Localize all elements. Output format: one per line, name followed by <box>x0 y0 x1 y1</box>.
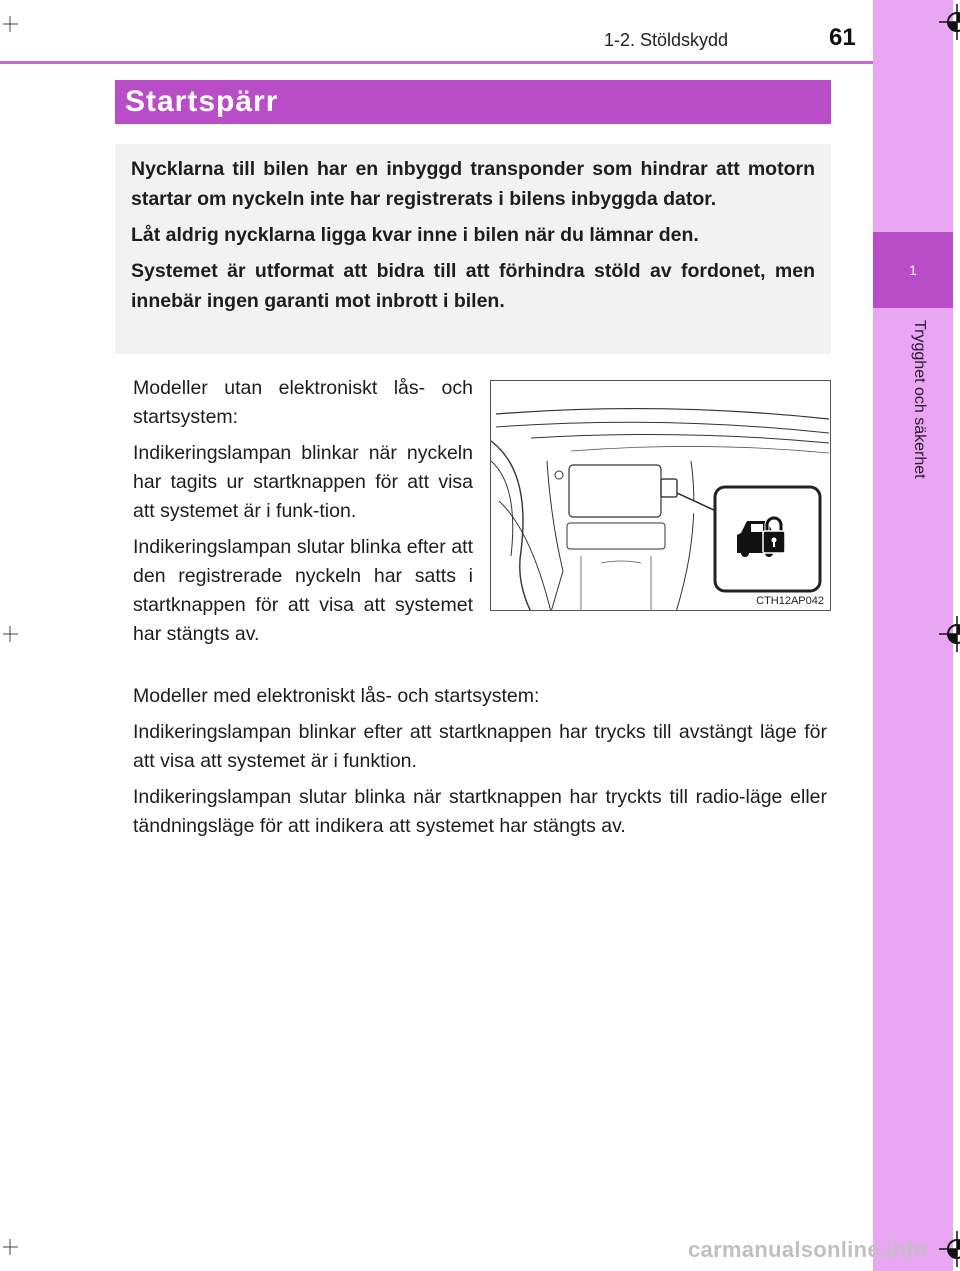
crop-marks-left <box>0 0 30 1271</box>
watermark: carmanualsonline.info <box>688 1237 928 1262</box>
body-full-column <box>133 682 827 848</box>
header-rule <box>0 61 873 64</box>
summary-box <box>115 144 831 354</box>
chapter-title-vertical: Trygghet och säkerhet <box>911 320 928 479</box>
body-paragraph: Indikeringslampan blinkar när nyckeln har tagits ur startknappen för att visa att systemet är i funk-tion. <box>133 442 473 522</box>
registration-mark-middle-icon <box>937 614 960 654</box>
body-paragraph: Modeller med elektroniskt lås- och startsystem: <box>133 685 540 707</box>
body-left-column <box>133 374 473 656</box>
body-paragraph: Modeller utan elektroniskt lås- och startsystem: <box>133 377 473 428</box>
section-title: Startspärr <box>115 80 831 124</box>
body-paragraph: Indikeringslampan slutar blinka efter att den registrerade nyckeln har satts i startknappen för att visa att systemet har stängts av. <box>133 536 473 645</box>
summary-paragraph: Låt aldrig nycklarna ligga kvar inne i bilen när du lämnar den. <box>131 224 699 246</box>
figure-code: CTH12AP042 <box>756 595 824 607</box>
dashboard-illustration <box>490 380 831 611</box>
summary-paragraph: Systemet är utformat att bidra till att förhindra stöld av fordonet, men innebär ingen garanti mot inbrott i bilen. <box>131 260 815 312</box>
body-paragraph: Indikeringslampan slutar blinka när startknappen har tryckts till radio-läge eller tändningsläge för att indikera att systemet har stängts av. <box>133 786 827 837</box>
page-number: 61 <box>829 24 856 51</box>
body-paragraph: Indikeringslampan blinkar efter att startknappen har trycks till avstängt läge för att visa att systemet är i funktion. <box>133 721 827 772</box>
dashboard-drawing <box>491 381 831 611</box>
registration-mark-top-icon <box>937 2 960 42</box>
chapter-number-tab: 1 <box>873 232 953 308</box>
summary-paragraph: Nycklarna till bilen har en inbyggd transponder som hindrar att motorn startar om nyckeln inte har registrerats i bilens inbyggda dator. <box>131 158 815 210</box>
registration-mark-bottom-icon <box>937 1229 960 1269</box>
section-reference: 1-2. Stöldskydd <box>604 30 729 50</box>
